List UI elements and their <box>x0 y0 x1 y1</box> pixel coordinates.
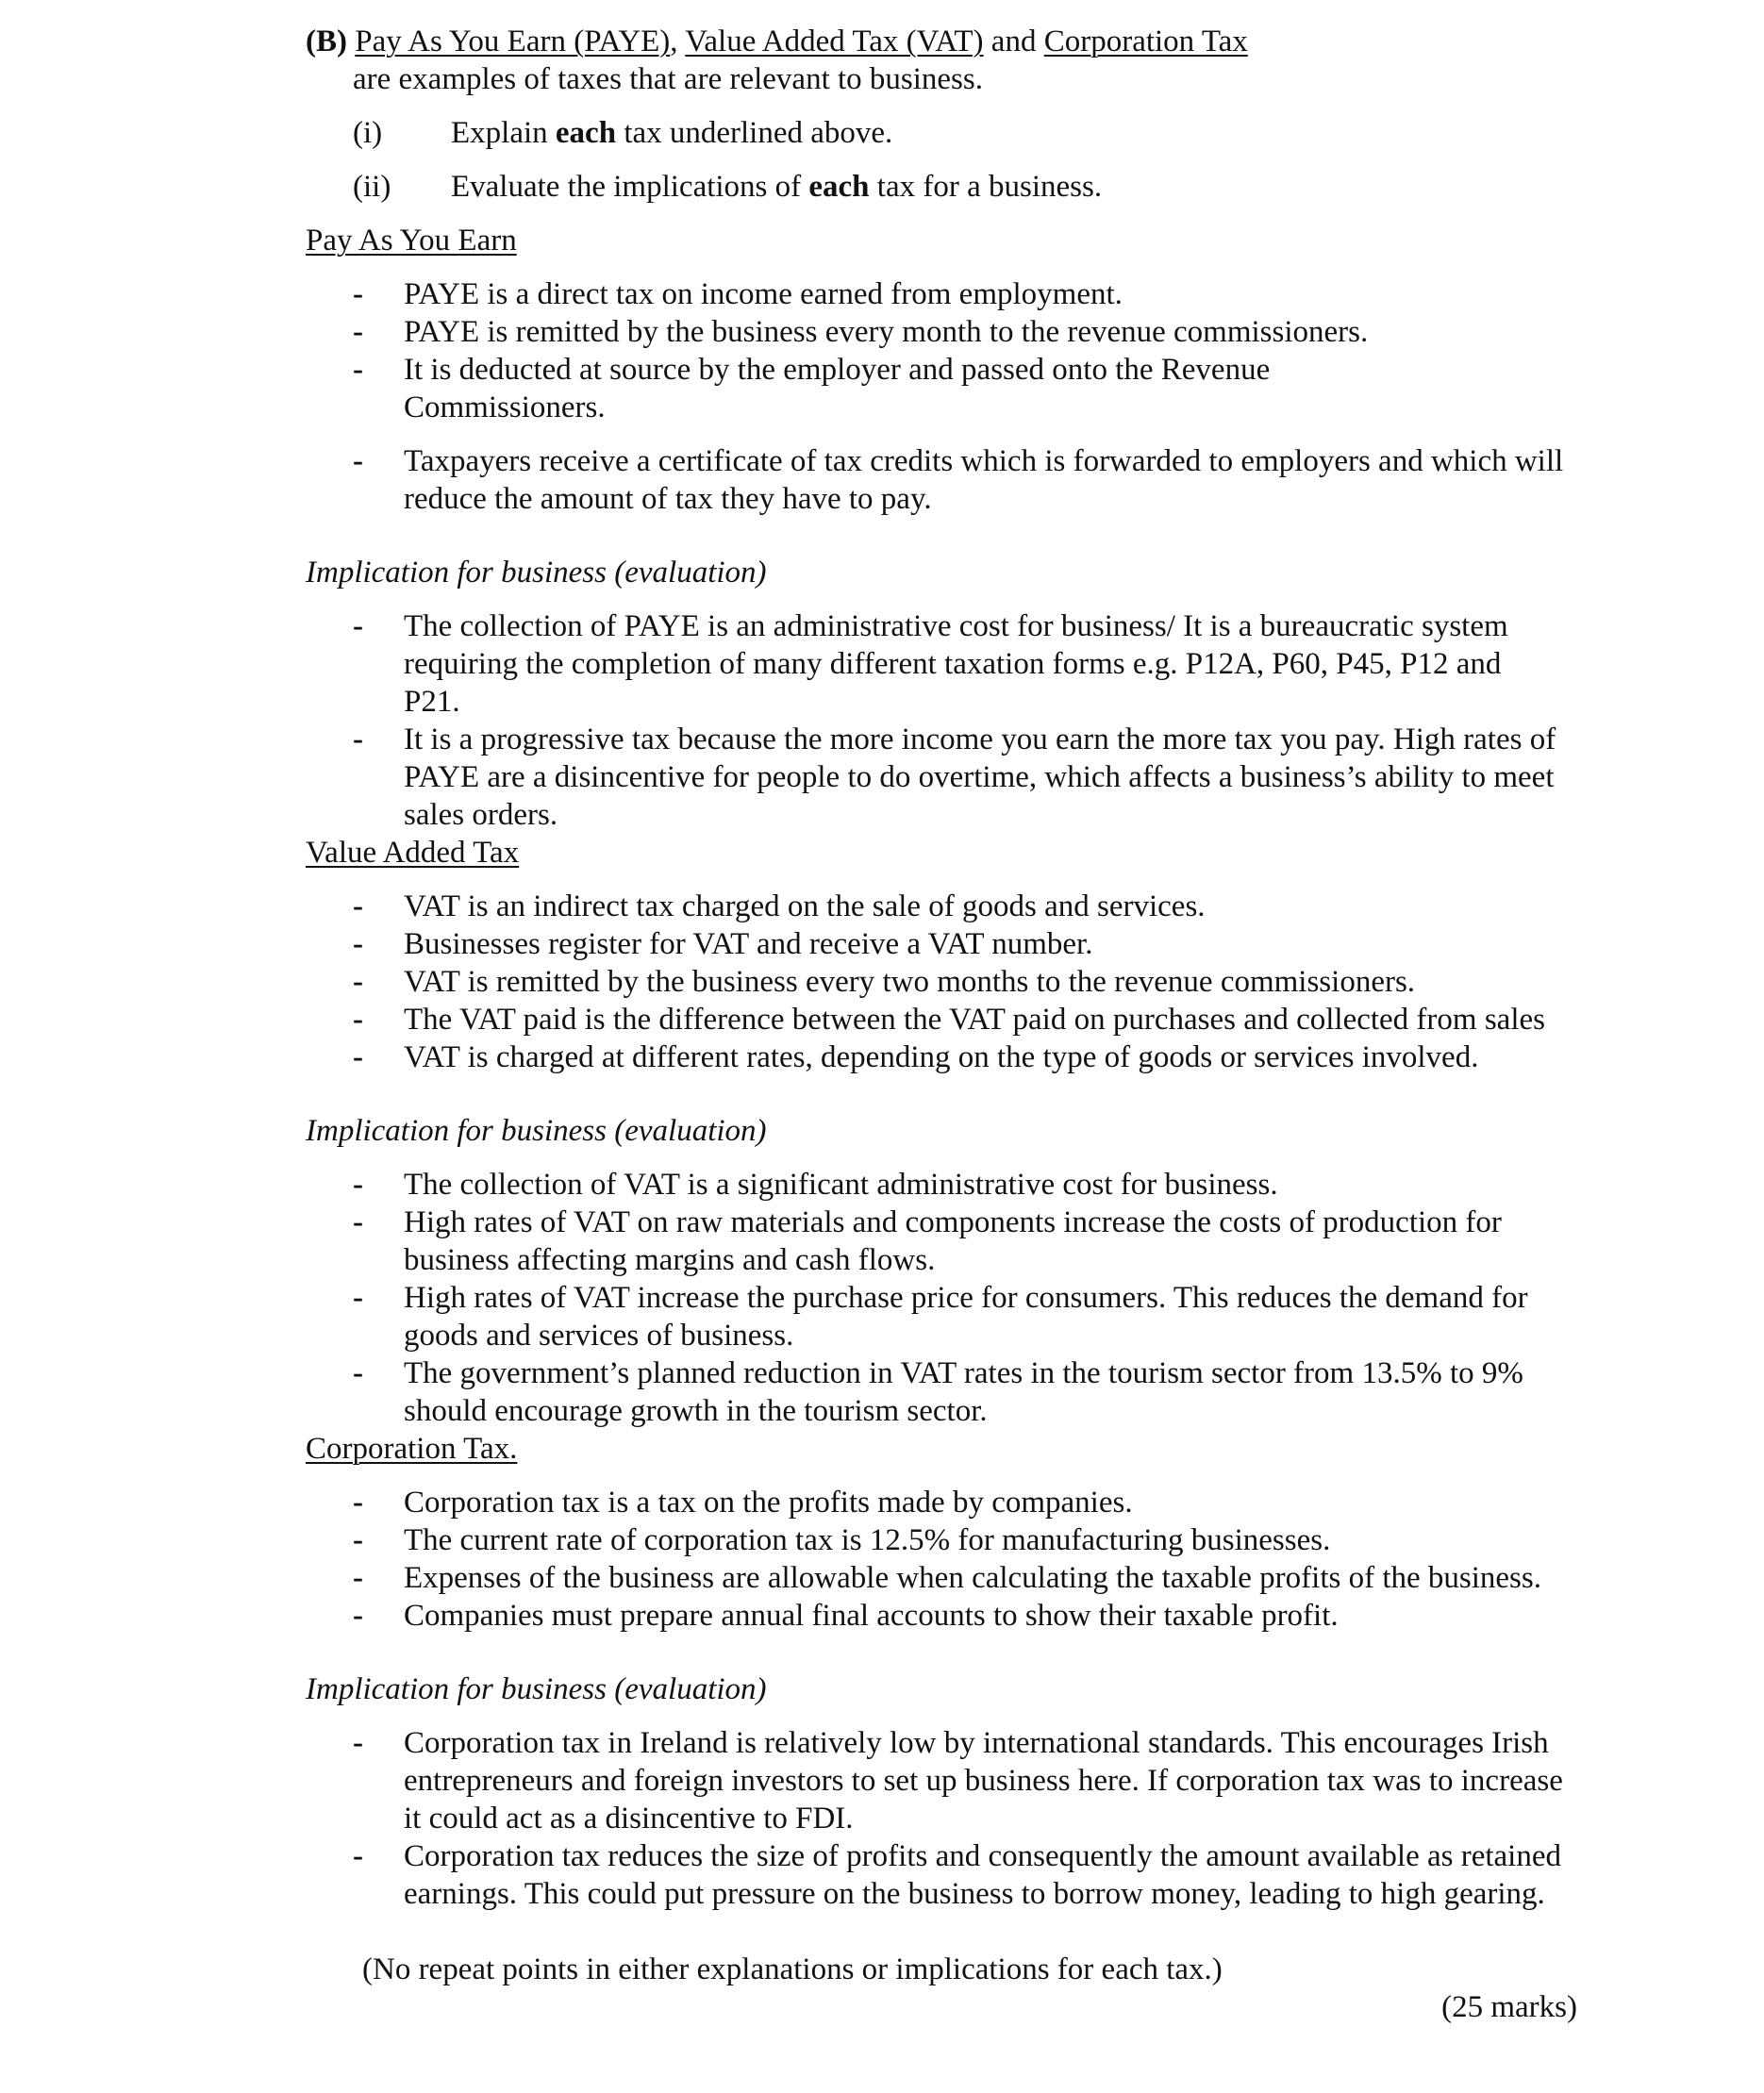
list-item: - VAT is charged at different rates, depending on the type of goods or services involved. <box>353 1040 1479 1074</box>
sub-question-ii-text: Evaluate the implications of each tax for a business. <box>451 170 1103 204</box>
question-label: (B) <box>306 25 347 58</box>
question-header <box>306 23 1607 60</box>
question-separator: , <box>670 25 686 58</box>
vat-heading: Value Added Tax <box>306 836 520 870</box>
list-item: - PAYE is remitted by the business every month to the revenue commissioners. <box>353 315 1369 349</box>
list-item: - Corporation tax in Ireland is relatively low by international standards. This encourages Irish entrepreneurs and foreign investors to set up business here. If corporation tax was to increase it could act as a disincentive to FDI. <box>353 1726 1563 1836</box>
list-item: - Corporation tax is a tax on the profits made by companies. <box>353 1486 1133 1520</box>
corporation-tax-implications <box>306 1724 1607 1913</box>
marks-label: (25 marks) <box>1441 1990 1577 2024</box>
vat-implication-heading: Implication for business (evaluation) <box>306 1114 767 1148</box>
paye-implications <box>306 607 1607 834</box>
list-item: - The VAT paid is the difference between the VAT paid on purchases and collected from sales <box>353 1003 1545 1037</box>
paye-heading: Pay As You Earn <box>306 224 517 257</box>
list-item: - The collection of PAYE is an administrative cost for business/ It is a bureaucratic system requiring the completion of many different taxation forms e.g. P12A, P60, P45, P12 and P21. <box>353 609 1508 719</box>
list-item: - High rates of VAT increase the purchase price for consumers. This reduces the demand for goods and services of business. <box>353 1281 1528 1353</box>
sub-question-i-text: Explain each tax underlined above. <box>451 116 893 150</box>
list-item: - Expenses of the business are allowable when calculating the taxable profits of the business. <box>353 1561 1541 1595</box>
list-item: - High rates of VAT on raw materials and components increase the costs of production for business affecting margins and cash flows. <box>353 1205 1502 1277</box>
tax-vat-link: Value Added Tax (VAT) <box>685 25 984 58</box>
vat-points <box>306 888 1607 1076</box>
list-item: - The current rate of corporation tax is 12.5% for manufacturing businesses. <box>353 1523 1331 1557</box>
list-item: - It is deducted at source by the employer and passed onto the Revenue Commissioners. <box>353 353 1271 424</box>
paye-points <box>306 275 1607 518</box>
list-item: - The collection of VAT is a significant administrative cost for business. <box>353 1168 1278 1202</box>
sub-question-ii-number: (ii) <box>353 170 391 204</box>
sub-question-i-number: (i) <box>353 116 383 150</box>
list-item: - VAT is remitted by the business every two months to the revenue commissioners. <box>353 965 1416 999</box>
list-item: - Taxpayers receive a certificate of tax credits which is forwarded to employers and which will reduce the amount of tax they have to pay. <box>353 444 1564 516</box>
paye-implication-heading: Implication for business (evaluation) <box>306 556 767 590</box>
marking-scheme-page <box>306 23 1607 2026</box>
question-line-2: are examples of taxes that are relevant to business. <box>353 62 983 96</box>
sub-question-i <box>306 114 1607 152</box>
corporation-tax-points <box>306 1484 1607 1635</box>
vat-implications <box>306 1166 1607 1430</box>
footer-note: (No repeat points in either explanations or implications for each tax.) <box>362 1952 1223 1986</box>
list-item: - Corporation tax reduces the size of profits and consequently the amount available as retained earnings. This could put pressure on the business to borrow money, leading to high gearing. <box>353 1839 1561 1911</box>
sub-question-ii <box>306 168 1607 206</box>
list-item: - The government’s planned reduction in VAT rates in the tourism sector from 13.5% to 9% should encourage growth in the tourism sector. <box>353 1356 1523 1428</box>
list-item: - PAYE is a direct tax on income earned from employment. <box>353 277 1123 311</box>
corporation-tax-implication-heading: Implication for business (evaluation) <box>306 1672 767 1706</box>
list-item: - Businesses register for VAT and receive a VAT number. <box>353 927 1093 961</box>
corporation-tax-heading: Corporation Tax. <box>306 1432 518 1466</box>
list-item: - VAT is an indirect tax charged on the sale of goods and services. <box>353 889 1206 923</box>
list-item: - Companies must prepare annual final accounts to show their taxable profit. <box>353 1599 1339 1633</box>
tax-paye-link: Pay As You Earn (PAYE) <box>355 25 671 58</box>
list-item: - It is a progressive tax because the more income you earn the more tax you pay. High rates of PAYE are a disincentive for people to do overtime, which affects a business’s ability to meet sales orders. <box>353 723 1556 832</box>
tax-corporation-link: Corporation Tax <box>1043 25 1248 58</box>
question-and: and <box>983 25 1044 58</box>
